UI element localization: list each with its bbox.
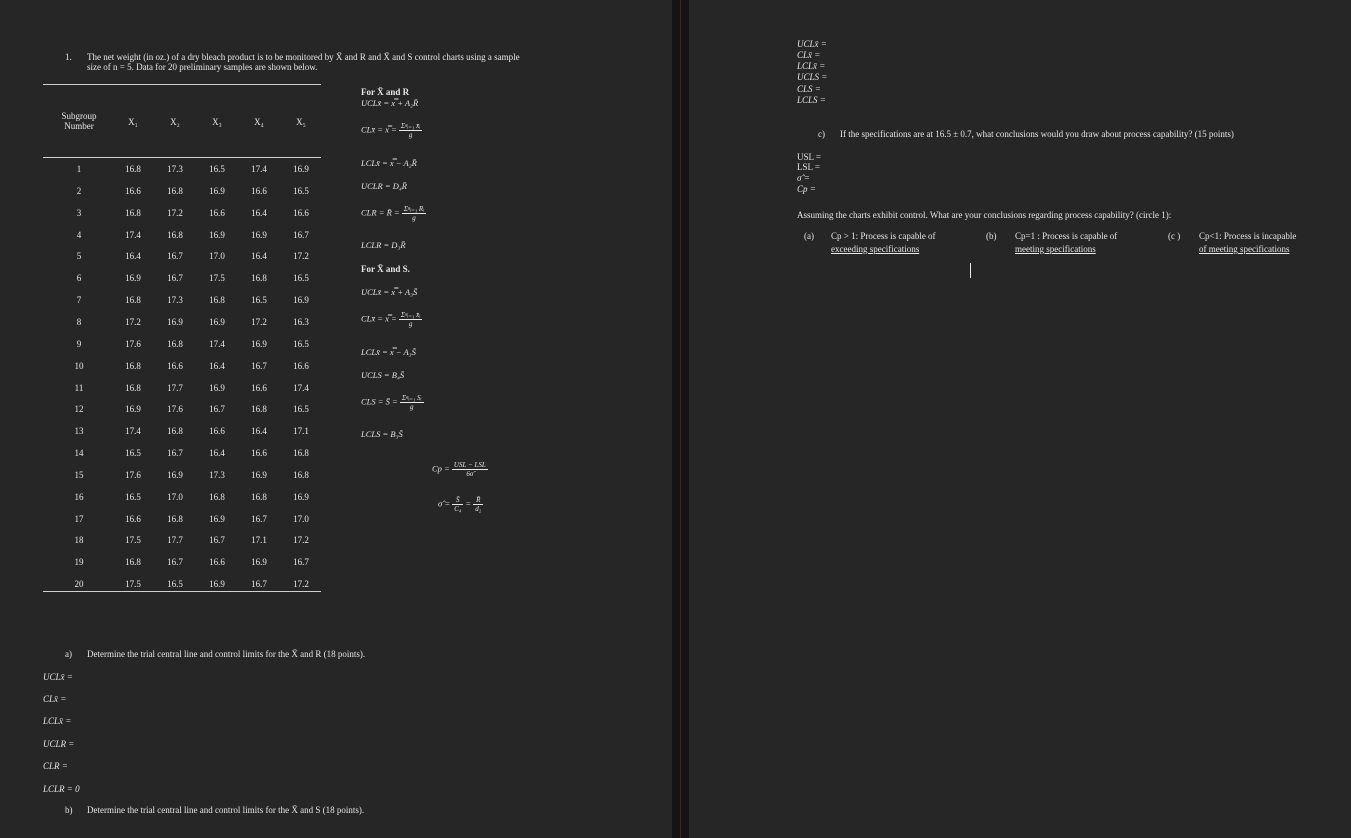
weight-cell: 16.7 — [293, 557, 309, 568]
weight-cell: 16.4 — [209, 448, 225, 459]
formula-sigma-num2: R̄ — [473, 496, 483, 505]
weight-cell: 16.5 — [125, 448, 141, 459]
right-cl-x: CLx̄ = — [797, 50, 821, 60]
weight-cell: 16.5 — [293, 338, 309, 349]
weight-cell: 16.8 — [167, 338, 183, 349]
header-x3: X₃ — [212, 117, 222, 127]
weight-cell: 16.8 — [251, 404, 267, 415]
right-ucl-x: UCLx̄ = — [797, 39, 827, 49]
weight-cell: 17.4 — [293, 382, 309, 393]
formula-cp-den: 6σ̂ — [466, 470, 474, 478]
xr-heading: For X̄ and R — [361, 87, 410, 97]
xs-heading: For X̄ and S. — [361, 264, 410, 274]
weight-cell: 17.1 — [251, 535, 267, 546]
subgroup-number: 3 — [76, 207, 82, 218]
weight-cell: 16.6 — [209, 557, 225, 568]
weight-cell: 16.6 — [293, 207, 309, 218]
gutter-divider — [680, 0, 681, 838]
spec-cp: Cp = — [797, 184, 816, 194]
weight-cell: 16.4 — [251, 251, 267, 262]
option-b-label[interactable]: (b) — [986, 231, 997, 241]
weight-cell: 16.8 — [167, 513, 183, 524]
formula-cl-x-s-lhs: CLx̄ = x̿ = — [361, 313, 397, 324]
weight-cell: 16.7 — [167, 557, 183, 568]
right-lcl-x: LCLx̄ = — [797, 61, 826, 71]
formula-lcl-s: LCLS = B₃S̄ — [361, 429, 403, 439]
subgroup-number: 7 — [76, 295, 82, 306]
weight-cell: 17.4 — [209, 338, 225, 349]
question-number: 1. — [65, 52, 72, 62]
weight-cell: 16.7 — [209, 404, 225, 415]
right-cl-s: CLS = — [797, 84, 821, 94]
weight-cell: 17.2 — [251, 316, 267, 327]
subgroup-number: 19 — [74, 557, 84, 568]
weight-cell: 16.5 — [293, 404, 309, 415]
page-right — [689, 0, 1351, 838]
weight-cell: 16.7 — [251, 579, 267, 590]
weight-cell: 16.8 — [125, 207, 141, 218]
subgroup-number: 1 — [76, 164, 82, 174]
weight-cell: 17.2 — [125, 316, 141, 327]
weight-cell: 16.6 — [251, 185, 267, 196]
table-row — [43, 339, 321, 353]
weight-cell: 17.5 — [125, 535, 141, 546]
formula-ucl-x-s: UCLx̄ = x̿ + A₃S̄ — [361, 287, 418, 297]
table-top-rule — [43, 84, 321, 85]
subgroup-number: 17 — [74, 513, 84, 524]
formula-cl-x-s — [361, 311, 422, 328]
table-bottom-rule — [43, 591, 321, 592]
part-a-ucl-x: UCLx̄ = — [43, 672, 73, 682]
subgroup-number: 20 — [74, 579, 84, 590]
right-ucl-s: UCLS = — [797, 72, 828, 82]
subgroup-number: 16 — [74, 491, 84, 502]
weight-cell: 16.6 — [167, 360, 183, 371]
weight-cell: 16.7 — [167, 251, 183, 262]
formula-sigma-den2: d₂ — [475, 505, 482, 513]
weight-cell: 17.3 — [167, 295, 183, 306]
header-x5: X₅ — [296, 117, 306, 127]
table-row — [43, 295, 321, 309]
subgroup-number: 13 — [74, 426, 84, 437]
weight-cell: 17.5 — [209, 273, 225, 284]
weight-cell: 16.7 — [209, 535, 225, 546]
weight-cell: 16.7 — [251, 513, 267, 524]
part-a-ucl-r: UCLR = — [43, 739, 75, 749]
weight-cell: 16.8 — [293, 448, 309, 459]
weight-cell: 16.6 — [209, 207, 225, 218]
question-text-line1: The net weight (in oz.) of a dry bleach product is to be monitored by X̄ and R and X̄ and S control charts using a sample — [87, 52, 520, 62]
weight-cell: 17.5 — [125, 579, 141, 590]
text-cursor — [970, 263, 971, 278]
part-a-lcl-x: LCLx̄ = — [43, 716, 72, 726]
weight-cell: 17.7 — [167, 382, 183, 393]
weight-cell: 17.3 — [167, 164, 183, 174]
weight-cell: 16.6 — [293, 360, 309, 371]
part-b-text: Determine the trial central line and control limits for the X̄ and S (18 points). — [87, 805, 365, 815]
assume-text: Assuming the charts exhibit control. What are your conclusions regarding process capability? (circle 1): — [797, 210, 1172, 220]
table-row — [43, 164, 321, 178]
formula-cl-s-lhs: CLS = S̄ = — [361, 396, 398, 407]
table-row — [43, 208, 321, 222]
table-row — [43, 317, 321, 331]
formula-cp-lhs: Cp = — [432, 463, 450, 474]
table-row — [43, 273, 321, 287]
weight-cell: 17.6 — [125, 338, 141, 349]
option-b-line1[interactable]: Cp=1 : Process is capable of — [1015, 231, 1118, 241]
formula-cl-r-den: g — [412, 214, 416, 222]
weight-cell: 16.6 — [251, 448, 267, 459]
weight-cell: 16.9 — [209, 316, 225, 327]
spec-lsl: LSL = — [797, 162, 820, 172]
formula-cl-x-s-den: g — [408, 320, 413, 328]
part-c-label: c) — [818, 129, 825, 139]
table-row — [43, 492, 321, 506]
weight-cell: 17.1 — [293, 426, 309, 437]
weight-cell: 16.7 — [293, 229, 309, 240]
formula-cl-r — [361, 205, 426, 222]
spec-sigma: σ̂ = — [797, 173, 810, 183]
weight-cell: 16.8 — [125, 295, 141, 306]
weight-cell: 16.4 — [251, 207, 267, 218]
part-a-text: Determine the trial central line and control limits for the X̄ and R (18 points). — [87, 649, 366, 659]
header-subgroup-line2: Number — [64, 121, 94, 131]
spec-usl: USL = — [797, 152, 821, 162]
weight-cell: 16.8 — [293, 469, 309, 480]
weight-cell: 16.4 — [125, 251, 141, 262]
option-a-label[interactable]: (a) — [804, 231, 814, 241]
weight-cell: 16.5 — [293, 185, 309, 196]
part-a-cl-x: CLx̄ = — [43, 694, 67, 704]
weight-cell: 17.3 — [209, 469, 225, 480]
formula-ucl-s: UCLS = B₄S̄ — [361, 370, 405, 380]
table-row — [43, 426, 321, 440]
formula-cl-x-num: Σᵍᵢ₌₁ x̄ᵢ — [400, 122, 421, 130]
formula-ucl-x: UCLx̄ = x̿ + A₂R̄ — [361, 98, 419, 108]
weight-cell: 16.6 — [125, 185, 141, 196]
subgroup-number: 18 — [74, 535, 84, 546]
formula-ucl-r: UCLR = D₄R̄ — [361, 181, 407, 191]
option-c-line1[interactable]: Cp<1: Process is incapable — [1199, 231, 1297, 241]
formula-cl-x — [361, 122, 422, 139]
weight-cell: 16.4 — [209, 360, 225, 371]
weight-cell: 16.7 — [167, 448, 183, 459]
weight-cell: 16.8 — [125, 360, 141, 371]
option-c-line2[interactable]: of meeting specifications — [1199, 244, 1290, 254]
subgroup-number: 14 — [74, 448, 84, 459]
formula-cl-s-den: g — [410, 403, 414, 411]
weight-cell: 16.5 — [209, 164, 225, 174]
subgroup-number: 4 — [76, 229, 82, 240]
subgroup-number: 2 — [76, 185, 82, 196]
weight-cell: 16.9 — [209, 513, 225, 524]
subgroup-number: 6 — [76, 273, 82, 284]
table-row — [43, 514, 321, 528]
weight-cell: 17.7 — [167, 535, 183, 546]
formula-sigma-lhs: σ̂ = — [438, 498, 451, 509]
subgroup-number: 8 — [76, 316, 82, 327]
option-a-line2[interactable]: exceeding specifications — [831, 244, 920, 254]
weight-cell: 16.6 — [125, 513, 141, 524]
table-row — [43, 448, 321, 462]
formula-cl-x-s-num: Σᵍᵢ₌₁ x̄ᵢ — [400, 311, 421, 319]
formula-cl-x-lhs: CLx̄ = x̿ = — [361, 124, 397, 135]
part-a-label: a) — [65, 649, 72, 659]
table-row — [43, 404, 321, 418]
part-b-label: b) — [65, 805, 73, 815]
header-subgroup — [53, 111, 105, 131]
table-row — [43, 186, 321, 200]
formula-sigma-eq: = — [465, 498, 472, 509]
weight-cell: 17.0 — [293, 513, 309, 524]
weight-cell: 16.9 — [251, 338, 267, 349]
weight-cell: 16.7 — [167, 273, 183, 284]
weight-cell: 16.9 — [209, 185, 225, 196]
weight-cell: 16.8 — [209, 491, 225, 502]
weight-cell: 17.2 — [167, 207, 183, 218]
subgroup-number: 15 — [74, 469, 84, 480]
weight-cell: 16.8 — [167, 426, 183, 437]
weight-cell: 17.6 — [167, 404, 183, 415]
weight-cell: 17.2 — [293, 251, 309, 262]
table-header-rule — [43, 157, 321, 158]
weight-cell: 16.8 — [125, 557, 141, 568]
weight-cell: 17.0 — [209, 251, 225, 262]
weight-cell: 16.9 — [251, 229, 267, 240]
table-row — [43, 535, 321, 549]
weight-cell: 16.9 — [251, 557, 267, 568]
formula-lcl-x-s: LCLx̄ = x̿ − A₃S̄ — [361, 347, 416, 357]
weight-cell: 16.9 — [125, 273, 141, 284]
formula-cp — [432, 461, 488, 478]
option-c-label[interactable]: (c ) — [1168, 231, 1181, 241]
subgroup-number: 5 — [76, 251, 82, 262]
weight-cell: 17.0 — [167, 491, 183, 502]
weight-cell: 16.3 — [293, 316, 309, 327]
weight-cell: 16.5 — [167, 579, 183, 590]
weight-cell: 16.9 — [167, 316, 183, 327]
weight-cell: 16.4 — [251, 426, 267, 437]
weight-cell: 16.8 — [125, 382, 141, 393]
weight-cell: 16.9 — [293, 295, 309, 306]
table-row — [43, 361, 321, 375]
weight-cell: 16.7 — [251, 360, 267, 371]
formula-sigma-den1: C₄ — [454, 505, 462, 513]
weight-cell: 16.8 — [125, 164, 141, 174]
formula-cl-s-num: Σᵍᵢ₌₁ Sᵢ — [401, 394, 422, 402]
subgroup-number: 10 — [74, 360, 84, 371]
weight-cell: 16.5 — [251, 295, 267, 306]
formula-lcl-x: LCLx̄ = x̿ − A₂R̄ — [361, 158, 417, 168]
subgroup-number: 11 — [74, 382, 84, 393]
header-x1: X₁ — [128, 117, 138, 127]
weight-cell: 16.8 — [251, 273, 267, 284]
option-b-line2[interactable]: meeting specifications — [1015, 244, 1096, 254]
formula-lcl-r: LCLR = D₃R̄ — [361, 240, 406, 250]
part-a-cl-r: CLR = — [43, 761, 68, 771]
subgroup-number: 12 — [74, 404, 84, 415]
header-x4: X₄ — [254, 117, 264, 127]
formula-cl-x-den: g — [408, 131, 413, 139]
formula-cl-s — [361, 394, 424, 411]
weight-cell: 16.9 — [209, 382, 225, 393]
weight-cell: 17.4 — [125, 229, 141, 240]
weight-cell: 16.6 — [209, 426, 225, 437]
weight-cell: 16.8 — [167, 229, 183, 240]
weight-cell: 16.5 — [293, 273, 309, 284]
formula-cl-r-lhs: CLR = R̄ = — [361, 207, 400, 218]
header-x2: X₂ — [170, 117, 180, 127]
part-a-lcl-r: LCLR = 0 — [43, 784, 80, 794]
weight-cell: 16.9 — [167, 469, 183, 480]
table-row — [43, 383, 321, 397]
header-subgroup-line1: Subgroup — [61, 111, 97, 121]
formula-cp-num: USL − LSL — [453, 461, 486, 469]
weight-cell: 16.9 — [293, 491, 309, 502]
weight-cell: 16.5 — [125, 491, 141, 502]
weight-cell: 17.2 — [293, 579, 309, 590]
part-c-text: If the specifications are at 16.5 ± 0.7, what conclusions would you draw about process capability? (15 points) — [840, 129, 1234, 139]
formula-sigma — [438, 496, 483, 513]
weight-cell: 16.8 — [167, 185, 183, 196]
weight-cell: 16.8 — [209, 295, 225, 306]
formula-sigma-num1: S̄ — [452, 496, 463, 505]
right-lcl-s: LCLS = — [797, 95, 826, 105]
table-row — [43, 230, 321, 244]
subgroup-number: 9 — [76, 338, 82, 349]
weight-cell: 17.2 — [293, 535, 309, 546]
weight-cell: 17.4 — [251, 164, 267, 174]
weight-cell: 16.9 — [125, 404, 141, 415]
weight-cell: 16.8 — [251, 491, 267, 502]
option-a-line1[interactable]: Cp > 1: Process is capable of — [831, 231, 936, 241]
table-row — [43, 251, 321, 265]
weight-cell: 16.9 — [209, 579, 225, 590]
table-row — [43, 557, 321, 571]
question-text-line2: size of n = 5. Data for 20 preliminary samples are shown below. — [87, 62, 318, 72]
weight-cell: 16.9 — [209, 229, 225, 240]
page-left — [0, 0, 672, 838]
weight-cell: 16.9 — [251, 469, 267, 480]
weight-cell: 16.9 — [293, 164, 309, 174]
weight-cell: 16.6 — [251, 382, 267, 393]
table-row — [43, 470, 321, 484]
weight-cell: 17.6 — [125, 469, 141, 480]
formula-cl-r-num: Σᵍᵢ₌₁ Rᵢ — [403, 205, 425, 213]
weight-cell: 17.4 — [125, 426, 141, 437]
